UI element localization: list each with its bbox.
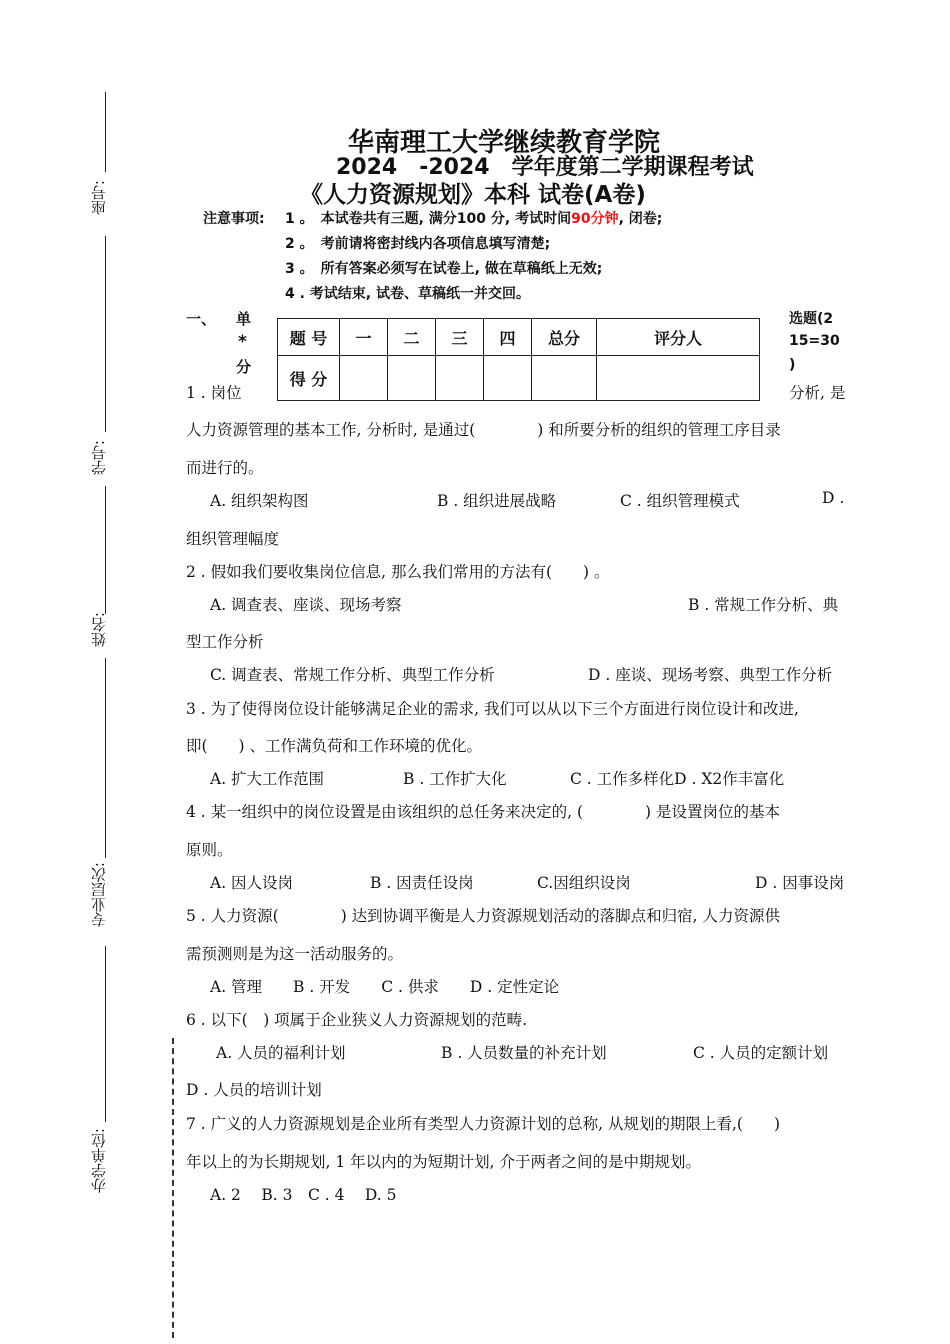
q1-option-c: C . 组织管理模式 [620, 492, 740, 510]
section-char-1: 单 [236, 310, 252, 328]
q6-text: 6 . 以下( ) 项属于企业狭义人力资源规划的范畴. [186, 1011, 528, 1029]
notice-item-3: 3 。 所有答案必须写在试卷上, 做在草稿纸上无效; [285, 261, 603, 277]
q1-option-d-text: 组织管理幅度 [186, 530, 280, 548]
score-cell-grader[interactable] [597, 356, 760, 401]
q7-text-cont: 年以上的为长期规划, 1 年以内的为短期计划, 介于两者之间的是中期规划。 [186, 1153, 701, 1171]
notice-item-1-prefix: 1 。 本试卷共有三题, 满分100 分, 考试时间 [285, 211, 572, 227]
score-header-question: 题 号 [278, 319, 340, 356]
q4-option-d: D . 因事设岗 [755, 874, 845, 892]
score-header-4: 四 [484, 319, 532, 356]
q1-option-b: B . 组织进展战略 [437, 492, 557, 510]
q3-option-b: B . 工作扩大化 [403, 770, 507, 788]
score-row-label: 得 分 [278, 356, 340, 401]
q3-option-cd: C . 工作多样化D . X2作丰富化 [570, 770, 785, 788]
section-number: 一、 [186, 310, 217, 328]
score-cell-3[interactable] [436, 356, 484, 401]
score-cell-total[interactable] [532, 356, 597, 401]
notice-label: 注意事项: [203, 211, 265, 227]
q2-option-b: B . 常规工作分析、典 [688, 596, 839, 614]
school-title: 华南理工大学继续教育学院 [348, 128, 661, 158]
notice-item-1-suffix: , 闭卷; [618, 211, 663, 227]
binding-line-1 [105, 92, 106, 172]
q2-option-b-cont: 型工作分析 [186, 633, 264, 651]
score-header-3: 三 [436, 319, 484, 356]
binding-line-4 [105, 658, 106, 858]
score-table [277, 318, 760, 401]
section-right-3: ) [789, 357, 796, 373]
q4-option-b: B . 因责任设岗 [370, 874, 474, 892]
score-header-grader: 评分人 [597, 319, 760, 356]
q4-text-cont: 原则。 [186, 841, 233, 859]
q4-text: 4 . 某一组织中的岗位设置是由该组织的总任务来决定的, ( ) 是设置岗位的基本 [186, 803, 781, 821]
score-cell-2[interactable] [388, 356, 436, 401]
q3-text-cont: 即( ) 、工作满负荷和工作环境的优化。 [186, 737, 483, 755]
q3-option-a: A. 扩大工作范围 [210, 770, 325, 788]
q6-option-b: B . 人员数量的补充计划 [441, 1044, 607, 1062]
q3-text: 3 . 为了使得岗位设计能够满足企业的需求, 我们可以从以下三个方面进行岗位设计和改进, [186, 700, 799, 718]
q1-option-d: D . [822, 489, 845, 507]
q1-text: 人力资源管理的基本工作, 分析时, 是通过( ) 和所要分析的组织的管理工序目录 [186, 421, 781, 439]
q5-options: A. 管理 B . 开发 C . 供求 D . 定性定论 [210, 978, 560, 996]
q2-option-c: C. 调查表、常规工作分析、典型工作分析 [210, 666, 495, 684]
school-label: 办学单位: [90, 1128, 108, 1194]
notice-item-2: 2 。 考前请将密封线内各项信息填写清楚; [285, 236, 551, 252]
q1-start: 1 . 岗位 [186, 384, 242, 402]
section-char-3: 分 [236, 358, 252, 376]
q6-option-a: A. 人员的福利计划 [216, 1044, 346, 1062]
section-right-2: 15=30 [789, 333, 840, 349]
binding-line-2 [105, 236, 106, 432]
seal-line [172, 1038, 174, 1338]
q2-text: 2 . 假如我们要收集岗位信息, 那么我们常用的方法有( ) 。 [186, 563, 610, 581]
q1-option-a: A. 组织架构图 [210, 492, 309, 510]
score-header-1: 一 [340, 319, 388, 356]
q6-option-d: D . 人员的培训计划 [186, 1081, 322, 1099]
q5-text-cont: 需预测则是为这一活动服务的。 [186, 945, 404, 963]
binding-line-3 [105, 486, 106, 614]
notice-item-4: 4 . 考试结束, 试卷、草稿纸一并交回。 [285, 286, 530, 302]
q4-option-a: A. 因人设岗 [210, 874, 294, 892]
term-title: 2024 -2024 学年度第二学期课程考试 [336, 155, 754, 180]
student-id-label: 学号: [90, 440, 108, 476]
name-label: 姓名: [90, 612, 108, 648]
q5-text: 5 . 人力资源( ) 达到协调平衡是人力资源规划活动的落脚点和归宿, 人力资源供 [186, 907, 781, 925]
q7-text: 7 . 广义的人力资源规划是企业所有类型人力资源计划的总称, 从规划的期限上看,( ) [186, 1115, 781, 1133]
q2-option-a: A. 调查表、座谈、现场考察 [210, 596, 402, 614]
score-table-score-row [278, 356, 760, 401]
q7-options: A. 2 B. 3 C . 4 D. 5 [210, 1186, 397, 1204]
q1-right: 分析, 是 [789, 384, 846, 402]
section-right-1: 选题(2 [789, 311, 834, 327]
score-header-2: 二 [388, 319, 436, 356]
major-label: 专业层次: [90, 862, 108, 928]
q6-option-c: C . 人员的定额计划 [693, 1044, 829, 1062]
score-cell-1[interactable] [340, 356, 388, 401]
score-table-header-row [278, 319, 760, 356]
paper-title: 《人力资源规划》本科 试卷(A卷) [300, 182, 646, 208]
score-cell-4[interactable] [484, 356, 532, 401]
q2-option-d: D . 座谈、现场考察、典型工作分析 [588, 666, 833, 684]
score-header-total: 总分 [532, 319, 597, 356]
exam-duration: 90分钟 [571, 211, 619, 227]
q4-option-c: C.因组织设岗 [537, 874, 631, 892]
section-char-2: * [238, 332, 247, 352]
binding-line-5 [105, 946, 106, 1122]
q1-text-end: 而进行的。 [186, 459, 264, 477]
notice-item-1 [285, 208, 662, 228]
seat-label: 座号: [90, 180, 108, 216]
